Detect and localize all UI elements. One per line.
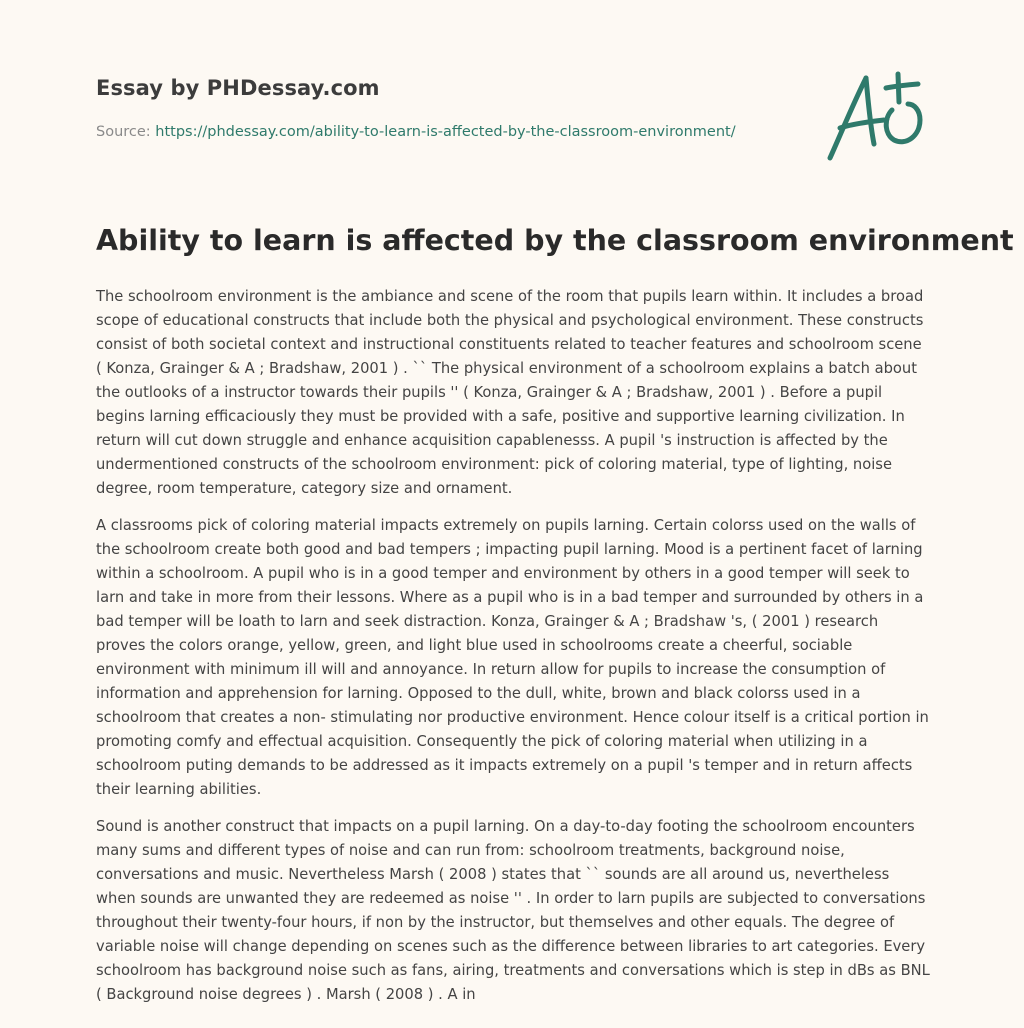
- source-label: Source:: [96, 124, 156, 140]
- essay-paragraph-1: The schoolroom environment is the ambiance and scene of the room that pupils learn within. It includes a broad scope of educational constructs that include both the physical and psychological environment. These constructs consist of both societal context and instructional constituents related to teacher features and schoolroom scene ( Konza, Grainger & A ; Bradshaw, 2001 ) . `` The physical environment of a schoolroom explains a batch about the outlooks of a instructor towards their pupils '' ( Konza, Grainger & A ; Bradshaw, 2001 ) . Before a pupil begins larning efficaciously they must be provided with a safe, positive and supportive learning civilization. In return will cut down struggle and enhance acquisition capablenesss. A pupil 's instruction is affected by the undermentioned constructs of the schoolroom environment: pick of coloring material, type of lighting, noise degree, room temperature, category size and ornament.: [96, 288, 924, 497]
- site-brand: Essay by PHDessay.com: [96, 76, 380, 100]
- source-link[interactable]: https://phdessay.com/ability-to-learn-is-affected-by-the-classroom-environment/: [155, 124, 736, 140]
- essay-paragraph-3: Sound is another construct that impacts on a pupil larning. On a day-to-day footing the schoolroom encounters many sums and different types of noise and can run from: schoolroom treatments, background noise, conversations and music. Nevertheless Marsh ( 2008 ) states that `` sounds are all around us, nevertheless when sounds are unwanted they are redeemed as noise '' . In order to larn pupils are subjected to conversations throughout their twenty-four hours, if non by the instructor, but themselves and other equals. The degree of variable noise will change depending on scenes such as the difference between libraries to art categories. Every schoolroom has background noise such as fans, airing, treatments and conversations which is step in dBs as BNL ( Background noise degrees ) . Marsh ( 2008 ) . A in: [96, 818, 930, 1003]
- a-plus-logo-icon: [822, 66, 932, 166]
- essay-title: Ability to learn is affected by the classroom environment: [96, 224, 1014, 257]
- essay-paragraph-2: A classrooms pick of coloring material impacts extremely on pupils larning. Certain colorss used on the walls of the schoolroom create both good and bad tempers ; impacting pupil larning. Mood is a pertinent facet of larning within a schoolroom. A pupil who is in a good temper and environment by others in a good temper will seek to larn and take in more from their lessons. Where as a pupil who is in a bad temper and surrounded by others in a bad temper will be loath to larn and seek distraction. Konza, Grainger & A ; Bradshaw 's, ( 2001 ) research proves the colors orange, yellow, green, and light blue used in schoolrooms create a cheerful, sociable environment with minimum ill will and annoyance. In return allow for pupils to increase the consumption of information and apprehension for larning. Opposed to the dull, white, brown and black colorss used in a schoolroom that creates a non- stimulating nor productive environment. Hence colour itself is a critical portion in promoting comfy and effectual acquisition. Consequently the pick of coloring material when utilizing in a schoolroom puting demands to be addressed as it impacts extremely on a pupil 's temper and in return affects their learning abilities.: [96, 517, 929, 798]
- essay-body: [96, 285, 932, 1020]
- source-line: [96, 124, 736, 140]
